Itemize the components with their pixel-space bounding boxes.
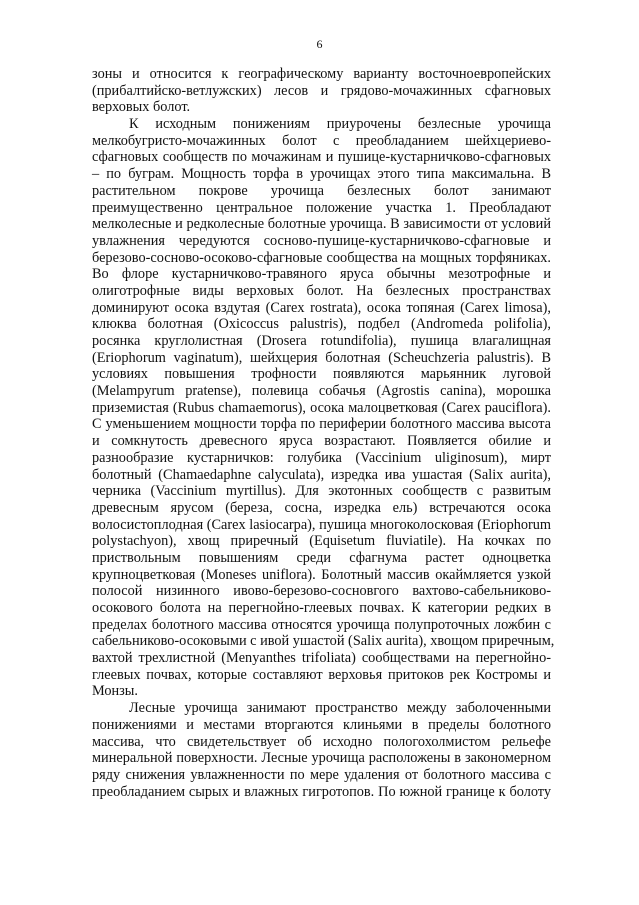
page-number: 6 [316, 37, 323, 51]
text-line: березово-сосново-осоково-сфагновые сообщества на мощных торфяниках. [92, 249, 551, 266]
text-line: разнообразие кустарничков: голубика (Vaccinium uliginosum), мирт [92, 449, 551, 466]
text-line: глеевых почвах, которые составляют верховья притоков рек Костромы и [92, 666, 551, 683]
text-line: понижениями и местами вторгаются клиньями в пределы болотного [92, 716, 551, 733]
text-line: болотный (Chamaedaphne calyculata), изредка ива ушастая (Salix aurita), [92, 466, 551, 483]
paragraph [92, 700, 551, 800]
text-line: зоны и относится к географическому варианту восточноевропейских [92, 66, 551, 82]
text-line: преимущественно центральное положение участка 1. Преобладают [92, 199, 551, 216]
text-line: мелколесные и редколесные болотные урочища. В зависимости от условий [92, 216, 551, 233]
text-line: сабельниково-осоковыми с ивой ушастой (Salix aurita), хвощом приречным, [92, 633, 555, 650]
text-line: пределах болотного массива относятся урочища полупроточных ложбин с [92, 616, 551, 633]
text-line: (Melampyrum pratense), полевица собачья (Agrostis canina), морошка [92, 383, 551, 400]
text-line: полосой низинного ивово-березово-сосновгого вахтово-сабельниково- [92, 583, 551, 600]
text-line: клюква болотная (Oxicoccus palustris), подбел (Andromeda polifolia), [92, 316, 551, 333]
text-line: доминируют осока вздутая (Carex rostrata), осока топяная (Carex limosa), [92, 299, 551, 316]
text-line: ряду снижения увлажненности по мере удаления от болотного массива с [92, 766, 551, 783]
text-line: волосистоплодная (Carex lasiocarpa), пушица многоколосковая (Eriophorum [92, 516, 552, 533]
text-line: polystachyon), хвощ приречный (Equisetum fluviatile). На кочках по [92, 533, 551, 550]
text-line: сфагновых сообществ по мочажинам и пушице-кустарничково-сфагновых [92, 149, 551, 166]
text-line: вахтой трехлистной (Menyanthes trifoliata) сообществами на перегнойно- [92, 650, 551, 667]
text-line: Во флоре кустарничково-травяного яруса обычны мезотрофные и [92, 266, 551, 283]
text-line: (прибалтийско-ветлужских) лесов и грядово-мочажинных сфагновых [92, 82, 551, 99]
text-line: крупноцветковая (Moneses uniflora). Болотный массив окаймляется узкой [92, 566, 551, 583]
paragraph [92, 116, 555, 700]
text-line: С уменьшением мощности торфа по периферии болотного массива высота [92, 416, 551, 433]
text-line: массива, что свидетельствует об исходно пологохолмистом рельефе [92, 733, 551, 750]
text-line: верховых болот. [92, 99, 191, 116]
text-line: и сомкнутость древесного яруса возрастают. Появляется обилие и [92, 433, 551, 450]
text-line: увлажнения чередуются сосново-пушице-кустарничково-сфагновые и [92, 232, 551, 249]
text-line: К исходным понижениям приурочены безлесные урочища [129, 116, 551, 133]
text-line: Монзы. [92, 683, 138, 700]
text-line: преобладанием сырых и влажных гигротопов. По южной границе к болоту [92, 783, 551, 800]
paragraph [92, 66, 551, 116]
text-line: росянка круглолистная (Drosera rotundifolia), пушица влагалищная [92, 333, 551, 349]
text-line: (Eriophorum vaginatum), шейхцерия болотная (Scheuchzeria palustris). В [92, 349, 551, 366]
text-line: минеральной поверхности. Лесные урочища расположены в закономерном [92, 750, 551, 767]
body-text [92, 66, 555, 800]
text-line: мелкобугристо-мочажинных болот с преобладанием шейхцериево- [92, 132, 551, 149]
text-line: древесным ярусом (береза, сосна, изредка ель) встречаются осока [92, 499, 551, 516]
text-line: черника (Vaccinium myrtillus). Для экотонных сообществ с развитым [92, 483, 551, 500]
text-line: условиях повышения трофности появляются марьянник луговой [92, 366, 551, 383]
text-line: Лесные урочища занимают пространство между заболоченными [129, 700, 551, 717]
text-line: осокового болота на перегнойно-глеевых почвах. К категории редких в [92, 600, 551, 616]
text-line: приземистая (Rubus chamaemorus), осока малоцветковая (Carex pauciflora). [92, 399, 551, 416]
text-line: растительном покрове урочища безлесных болот занимают [92, 182, 551, 199]
text-line: – по буграм. Мощность торфа в урочищах этого типа максимальна. В [92, 166, 551, 183]
text-line: олиготрофные виды верховых болот. На безлесных пространствах [92, 282, 551, 299]
text-line: приствольным повышениям среди сфагнума растет одноцветка [92, 549, 551, 566]
